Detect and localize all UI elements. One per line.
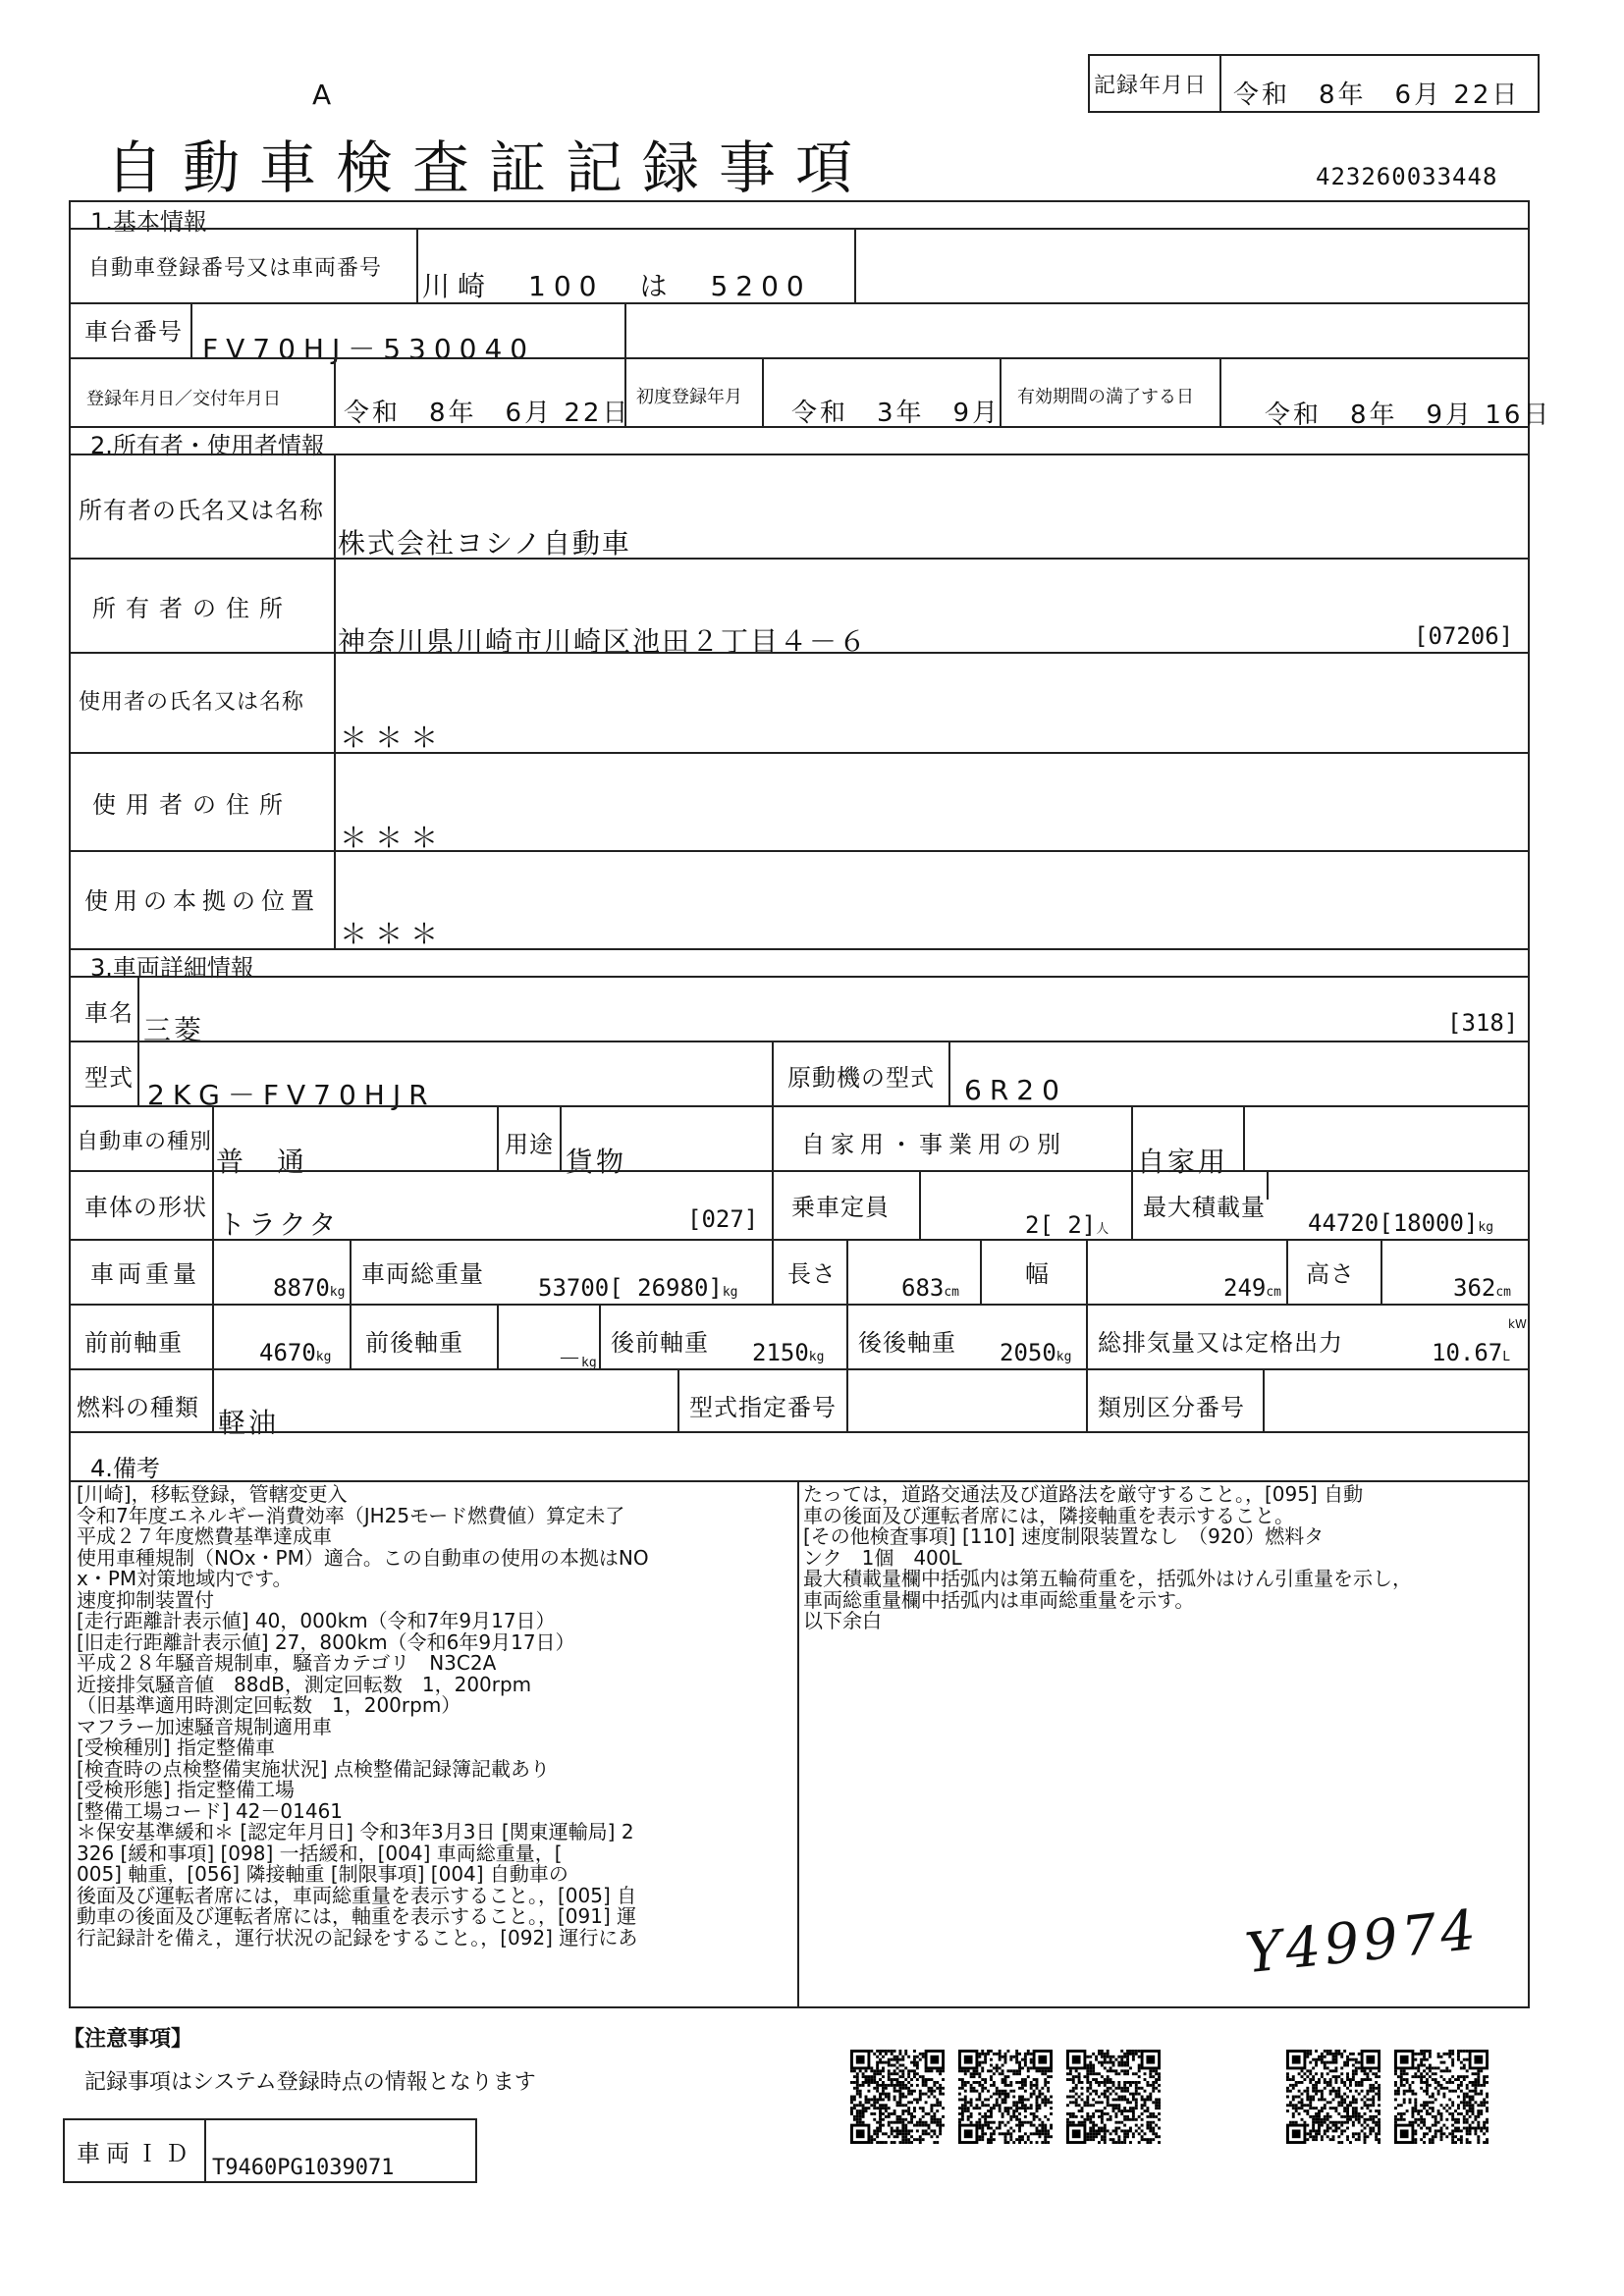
page-title: 自動車検査証記録事項: [106, 134, 873, 201]
length-label: 長さ: [787, 1260, 837, 1288]
ff-axle-label: 前前軸重: [84, 1329, 183, 1357]
owner-address-code: [07206]: [1414, 622, 1514, 650]
unit-kw: kW: [1508, 1317, 1527, 1331]
remark-line: 動車の後面及び運転者席には，軸重を表示すること。，[091] 運: [77, 1904, 637, 1928]
qr-pattern: [1286, 2050, 1380, 2144]
section2-heading: 2.所有者・使用者情報: [90, 432, 325, 459]
body-shape: トラクタ: [218, 1208, 340, 1241]
remark-line: [川崎]，移転登録，管轄変更入: [77, 1482, 348, 1506]
user-name-label: 使用者の氏名又は名称: [79, 690, 305, 715]
use-label: 用途: [505, 1131, 554, 1158]
chassis-no: FV70HJ－530040: [202, 333, 536, 365]
engine-label: 原動機の型式: [787, 1064, 935, 1092]
height-label: 高さ: [1306, 1260, 1355, 1288]
remark-line: 最大積載量欄中括弧内は第五輪荷重を，括弧外はけん引重量を示し，: [803, 1567, 1412, 1590]
qr-code-3: [1066, 2050, 1161, 2144]
qr-code-5: [1394, 2050, 1489, 2144]
height: 362cm: [1453, 1274, 1512, 1302]
owner-name-label: 所有者の氏名又は名称: [79, 497, 324, 524]
user-address-label: 使用者の住所: [92, 791, 293, 819]
remark-line: ＊保安基準緩和＊ [認定年月日] 令和3年3月3日 [関東運輸局] 2: [77, 1820, 634, 1843]
remark-line: [受検種別] 指定整備車: [77, 1735, 275, 1759]
qr-pattern: [1066, 2050, 1161, 2144]
private-business: 自家用: [1137, 1146, 1229, 1178]
kind: 普 通: [216, 1146, 308, 1178]
section1-heading: 1.基本情報: [90, 208, 207, 236]
engine-model: 6R20: [964, 1074, 1067, 1106]
form-mark: A: [312, 79, 332, 111]
vehicle-weight: 8870kg: [273, 1274, 346, 1302]
qr-pattern: [850, 2050, 945, 2144]
make-code: [318]: [1447, 1009, 1519, 1037]
first-reg: 令和 3年 9月: [791, 399, 1001, 428]
remark-line: 車の後面及び運転者席には，隣接軸重を表示すること。: [803, 1503, 1294, 1527]
remark-line: [整備工場コード] 42－01461: [77, 1798, 344, 1823]
remark-line: [走行距離計表示値] 40，000km（令和7年9月17日）: [77, 1609, 556, 1632]
remark-line: 以下余白: [803, 1609, 882, 1632]
max-load: 44720[18000]kg: [1308, 1209, 1494, 1237]
gross-weight-label: 車両総重量: [361, 1260, 484, 1288]
fr-axle: －kg: [558, 1345, 597, 1372]
reg-no: 川崎 100 は 5200: [422, 270, 812, 302]
displacement: 10.67L: [1432, 1339, 1511, 1366]
model: 2KG－FV70HJR: [147, 1079, 436, 1111]
fuel-label: 燃料の種類: [77, 1394, 199, 1421]
remarks-right: [803, 1484, 1526, 1632]
remark-line: 005] 軸重，[056] 隣接軸重 [制限事項] [004] 自動車の: [77, 1862, 568, 1886]
kind-label: 自動車の種別: [77, 1130, 213, 1154]
remark-line: 車両総重量欄中括弧内は車両総重量を示す。: [803, 1587, 1195, 1612]
section3-heading: 3.車両詳細情報: [90, 954, 254, 982]
use: 貨物: [566, 1146, 627, 1178]
ff-axle: 4670kg: [259, 1339, 332, 1366]
handwritten-number: Y49974: [1242, 1897, 1483, 1987]
rf-axle-label: 後前軸重: [611, 1329, 709, 1357]
gross-weight: 53700[ 26980]kg: [538, 1274, 738, 1302]
remark-line: x・PM対策地域内です。: [77, 1567, 293, 1590]
capacity-label: 乗車定員: [791, 1194, 890, 1221]
remark-line: （旧基準適用時測定回転数 1，200rpm）: [77, 1693, 461, 1717]
rr-axle: 2050kg: [1000, 1339, 1072, 1366]
qr-code-1: [850, 2050, 945, 2144]
remark-line: [その他検査事項] [110] 速度制限装置なし （920）燃料タ: [803, 1524, 1325, 1548]
remark-line: ンク 1個 400L: [803, 1545, 962, 1570]
remarks-left: [77, 1484, 793, 1949]
model-label: 型式: [84, 1064, 134, 1092]
remark-line: [旧走行距離計表示値] 27，800km（令和6年9月17日）: [77, 1629, 575, 1654]
document-number: 423260033448: [1316, 163, 1498, 190]
width-label: 幅: [1025, 1260, 1050, 1288]
qr-pattern: [1394, 2050, 1489, 2144]
remark-line: 行記録計を備え，運行状況の記録をすること。，[092] 運行にあ: [77, 1925, 638, 1949]
remark-line: 使用車種規制（NOx・PM）適合。この自動車の使用の本拠はNO: [77, 1545, 649, 1570]
type-designation-label: 型式指定番号: [689, 1394, 837, 1421]
owner-address: 神奈川県川崎市川崎区池田２丁目４－６: [338, 625, 869, 658]
remark-line: 速度抑制装置付: [77, 1587, 214, 1612]
base-location: ＊＊＊: [340, 918, 447, 950]
qr-pattern: [958, 2050, 1053, 2144]
rf-axle: 2150kg: [752, 1339, 825, 1366]
category-label: 類別区分番号: [1098, 1394, 1245, 1421]
weight-label: 車両重量: [90, 1260, 200, 1288]
remark-line: 令和7年度エネルギー消費効率（JH25モード燃費値）算定未了: [77, 1503, 625, 1527]
length: 683cm: [901, 1274, 960, 1302]
width: 249cm: [1223, 1274, 1282, 1302]
owner-address-label: 所有者の住所: [92, 595, 293, 622]
body-label: 車体の形状: [84, 1194, 207, 1221]
first-reg-label: 初度登録年月: [636, 387, 742, 407]
fr-axle-label: 前後軸重: [365, 1329, 463, 1357]
vehicle-id: T9460PG1039071: [212, 2156, 395, 2180]
remark-line: 後面及び運転者席には，車両総重量を表示すること。，[005] 自: [77, 1883, 637, 1907]
user-name: ＊＊＊: [340, 721, 447, 754]
reg-date-label: 登録年月日／交付年月日: [86, 389, 281, 409]
owner-name: 株式会社ヨシノ自動車: [338, 527, 631, 560]
remark-line: [検査時の点検整備実施状況] 点検整備記録簿記載あり: [77, 1756, 550, 1781]
fuel-type: 軽油: [218, 1407, 280, 1439]
remark-line: たっては，道路交通法及び道路法を厳守すること。，[095] 自動: [803, 1482, 1364, 1506]
reg-no-label: 自動車登録番号又は車両番号: [88, 256, 383, 281]
section4-heading: 4.備考: [90, 1455, 160, 1482]
base-location-label: 使用の本拠の位置: [84, 887, 320, 915]
reg-date: 令和 8年 6月 22日: [344, 399, 631, 428]
make: 三菱: [143, 1014, 205, 1046]
remark-line: [受検形態] 指定整備工場: [77, 1778, 295, 1801]
qr-code-2: [958, 2050, 1053, 2144]
record-date: 令和 8年 6月 22日: [1233, 80, 1521, 110]
remark-line: 近接排気騒音値 88dB，測定回転数 1，200rpm: [77, 1672, 532, 1696]
body-code: [027]: [687, 1205, 759, 1233]
vehicle-id-label: 車両ＩＤ: [77, 2140, 194, 2167]
remark-line: 平成２７年度燃費基準達成車: [77, 1524, 332, 1548]
rr-axle-label: 後後軸重: [858, 1329, 956, 1357]
remark-line: 平成２８年騒音規制車，騒音カテゴリ N3C2A: [77, 1651, 497, 1675]
remark-line: 326 [緩和事項] [098] 一括緩和，[004] 車両総重量，[: [77, 1841, 563, 1865]
qr-code-4: [1286, 2050, 1380, 2144]
max-load-label: 最大積載量: [1143, 1194, 1266, 1221]
user-address: ＊＊＊: [340, 822, 447, 854]
record-date-label: 記録年月日: [1094, 74, 1208, 98]
chassis-label: 車台番号: [84, 318, 183, 346]
make-label: 車名: [84, 999, 134, 1027]
expiry-label: 有効期間の満了する日: [1017, 387, 1194, 407]
displacement-label: 総排気量又は定格出力: [1098, 1329, 1343, 1357]
remark-line: マフラー加速騒音規制適用車: [77, 1714, 332, 1738]
capacity: 2[ 2]人: [1025, 1211, 1110, 1239]
private-business-label: 自家用・事業用の別: [801, 1131, 1066, 1158]
notice-heading: 【注意事項】: [63, 2027, 193, 2052]
expiry-date: 令和 8年 9月 16日: [1265, 400, 1552, 430]
notice-text: 記録事項はシステム登録時点の情報となります: [84, 2070, 536, 2095]
